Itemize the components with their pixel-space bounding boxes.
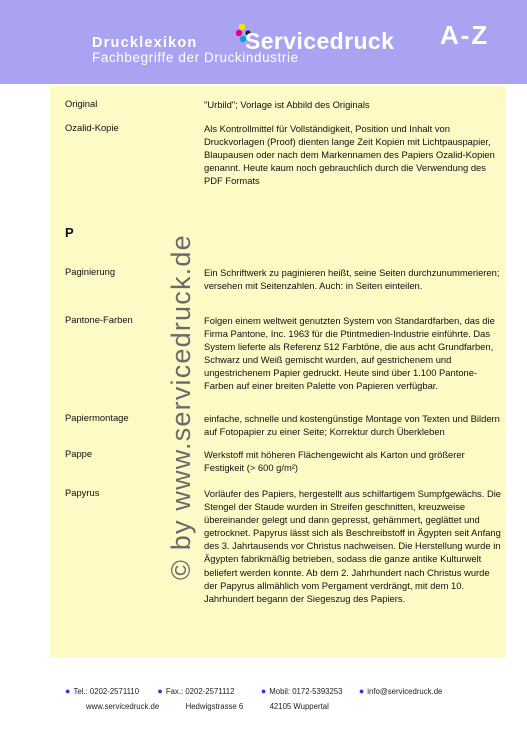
bullet-icon: ● <box>358 686 365 696</box>
term-papiermontage: Papiermontage <box>65 412 129 423</box>
header-banner <box>0 0 527 84</box>
footer-contact-row <box>65 686 442 696</box>
def-pantone: Folgen einem weltweit genutzten System von Standardfarben, das die Firma Pantone, Inc. 1963 für die Ptintmedien-Industrie einführte. Das System lieferte als Referenz 512 Farbtöne, die aus acht Grundfarben, Schwarz und Weiß gemischt wurden, auf gestrichenem und ungestrichenem Papier gedruckt. Heute sind über 1.100 Pantone-Farben auf einer breiten Palette von Papieren verfügbar. <box>204 315 495 392</box>
def-paginierung: Ein Schriftwerk zu paginieren heißt, seine Seiten durchzunummerieren; versehen mit Seitenzahlen. Auch: in Seiten einteilen. <box>204 267 500 292</box>
brand-logo <box>236 22 416 62</box>
def-papyrus: Vorläufer des Papiers, hergestellt aus schilfartigem Sumpfgewächs. Die Stengel der Staude wurden in Streifen geschnitten, kreuzweise übereinander gelegt und dann gepresst, gehämmert, geglättet und getrocknet. Papyrus lässt sich als Beschreibstoff in Ägypten seit Anfang des 3. Jahrtausends vor Christus nachweisen. Die Herstellung wurde in Ägypten fabrikmäßig betrieben, sodass die ganze antike Kulturwelt beliefert werden konnte. Ab dem 2. Jahrhundert nach Christus wurde der Papyrus allmählich vom Pergament verdrängt, mit dem 10. Jahrhundert begann der Siegeszug des Papiers. <box>204 488 502 604</box>
term-paginierung: Paginierung <box>65 266 116 277</box>
footer-mobil: Mobil: 0172-5393253 <box>269 687 343 696</box>
glossary-panel <box>50 86 506 658</box>
section-letter: P <box>65 225 74 240</box>
footer-web[interactable]: www.servicedruck.de <box>86 702 160 711</box>
term-papyrus: Papyrus <box>65 487 100 498</box>
def-original: "Urbild"; Vorlage ist Abbild des Originals <box>204 99 370 110</box>
term-pappe: Pappe <box>65 448 93 459</box>
bullet-icon: ● <box>157 686 163 696</box>
footer-email[interactable]: info@servicedruck.de <box>367 687 443 696</box>
footer-address-row <box>86 702 329 711</box>
footer-fax: Fax.: 0202-2571112 <box>165 687 235 696</box>
term-ozalid: Ozalid-Kopie <box>65 122 119 133</box>
bullet-icon: ● <box>260 686 267 696</box>
bullet-icon: ● <box>65 686 71 696</box>
watermark-text: © by www.servicedruck.de <box>166 234 196 580</box>
def-ozalid: Als Kontrollmittel für Vollständigkeit, Position und Inhalt von Druckvorlagen (Proof) dienten lange Zeit Kopien mit Lichtpauspapier, Blaupausen oder nach dem Markennamen des Papiers Ozalid-Kopien genannt. Heute kaum noch gebrauchlich durch die Verwendung des PDF Formats <box>204 123 495 187</box>
header-title: Drucklexikon <box>92 35 198 51</box>
footer-tel: Tel.: 0202-2571110 <box>73 687 140 696</box>
def-pappe: Werkstoff mit höheren Flächengewicht als Karton und größerer Festigkeit (> 600 g/m²) <box>204 449 465 474</box>
watermark <box>164 200 204 580</box>
brand-name: Servicedruck <box>245 28 395 54</box>
az-label: A-Z <box>440 20 490 50</box>
def-papiermontage: einfache, schnelle und kostengünstige Montage von Texten und Bildern auf Fotopapier zu einer Seite; Korrektur durch Überkleben <box>204 413 500 438</box>
footer-street: Hedwigstrasse 6 <box>185 702 244 711</box>
header-subtitle: Fachbegriffe der Druckindustrie <box>92 50 299 65</box>
term-pantone: Pantone-Farben <box>65 314 133 325</box>
footer-city: 42105 Wuppertal <box>269 702 329 711</box>
term-original: Original <box>65 98 98 109</box>
